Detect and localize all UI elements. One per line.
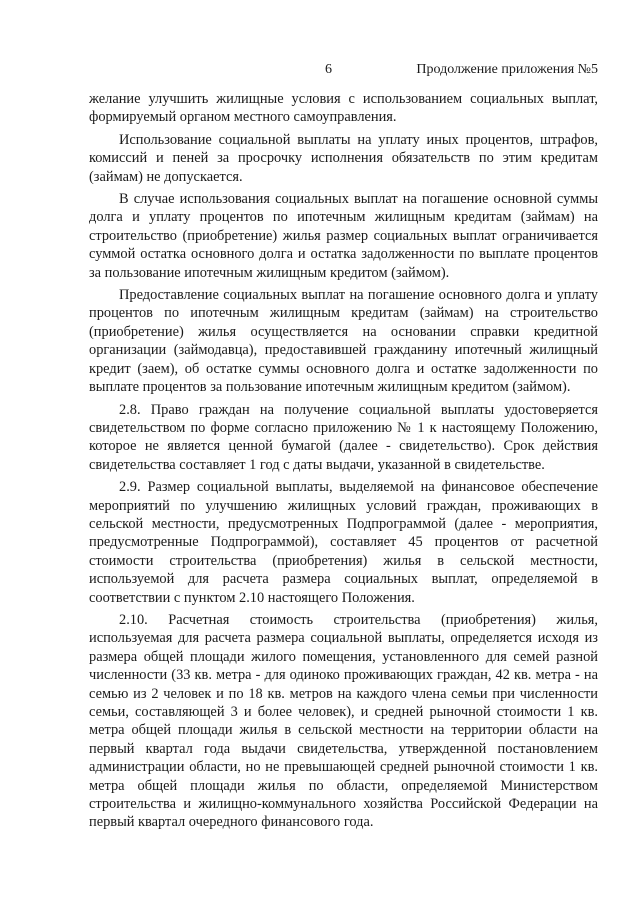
page-number: 6 xyxy=(325,62,332,77)
paragraph-section-2-8: 2.8. Право граждан на получение социальной выплаты удостоверяется свидетельством по форме согласно приложению № 1 к настоящему Положению, которое не является ценной бумагой (далее - свидетельство). Срок действия свидетельства составляет 1 год с даты выдачи, указанной в свидетельстве. xyxy=(89,401,598,473)
paragraph-continuation: желание улучшить жилищные условия с использованием социальных выплат, формируемый органом местного самоуправления. xyxy=(89,91,598,126)
paragraph-penalties: Использование социальной выплаты на уплату иных процентов, штрафов, комиссий и пеней за просрочку исполнения обязательств по этим кредитам (займам) не допускается. xyxy=(89,131,598,185)
paragraph-section-2-10: 2.10. Расчетная стоимость строительства (приобретения) жилья, используемая для расчета размера социальной выплаты, определяется исходя из размера общей площади жилого помещения, установленного для семей разной численности (33 кв. метра - для одиноко проживающих граждан, 42 кв. метра - на семью из 2 человек и по 18 кв. метров на каждого члена семьи при численности семьи, составляющей 3 и более человек), и средней рыночной стоимости 1 кв. метра общей площади жилья в сельской местности на территории области на первый квартал года выдачи свидетельства, утвержденной постановлением администрации области, но не превышающей средней рыночной стоимости 1 кв. метра общей площади жилья по области, определяемой Министерством строительства и жилищно-коммунального хозяйства Российской Федерации на первый квартал очередного финансового года. xyxy=(89,611,598,831)
appendix-continuation-note: Продолжение приложения №5 xyxy=(416,62,598,77)
paragraph-bank-statement: Предоставление социальных выплат на погашение основного долга и уплату процентов по ипотечным жилищным кредитам (займам) на строительство (приобретение) жилья осуществляется на основании справки кредитной организации (займодавца), предоставившей гражданину ипотечный жилищный кредит (заем), об остатке суммы основного долга и остатке задолженности по выплате процентов за пользование ипотечным жилищным кредитом (займом). xyxy=(89,287,598,396)
paragraph-mortgage-limit: В случае использования социальных выплат на погашение основной суммы долга и уплату процентов по ипотечным жилищным кредитам (займам) на строительство (приобретение) жилья размер социальных выплат ограничивается суммой остатка основного долга и остатка задолженности по выплате процентов за пользование ипотечным жилищным кредитом (займом). xyxy=(89,191,598,281)
paragraph-section-2-9: 2.9. Размер социальной выплаты, выделяемой на финансовое обеспечение мероприятий по улучшению жилищных условий граждан, проживающих в сельской местности, предусмотренных Подпрограммой (далее - мероприятия, предусмотренные Подпрограммой), составляет 45 процентов от расчетной стоимости строительства (приобретения) жилья в сельской местности, используемой для расчета размера социальных выплат, определяемой в соответствии с пунктом 2.10 настоящего Положения. xyxy=(89,479,598,606)
document-body xyxy=(89,90,598,836)
